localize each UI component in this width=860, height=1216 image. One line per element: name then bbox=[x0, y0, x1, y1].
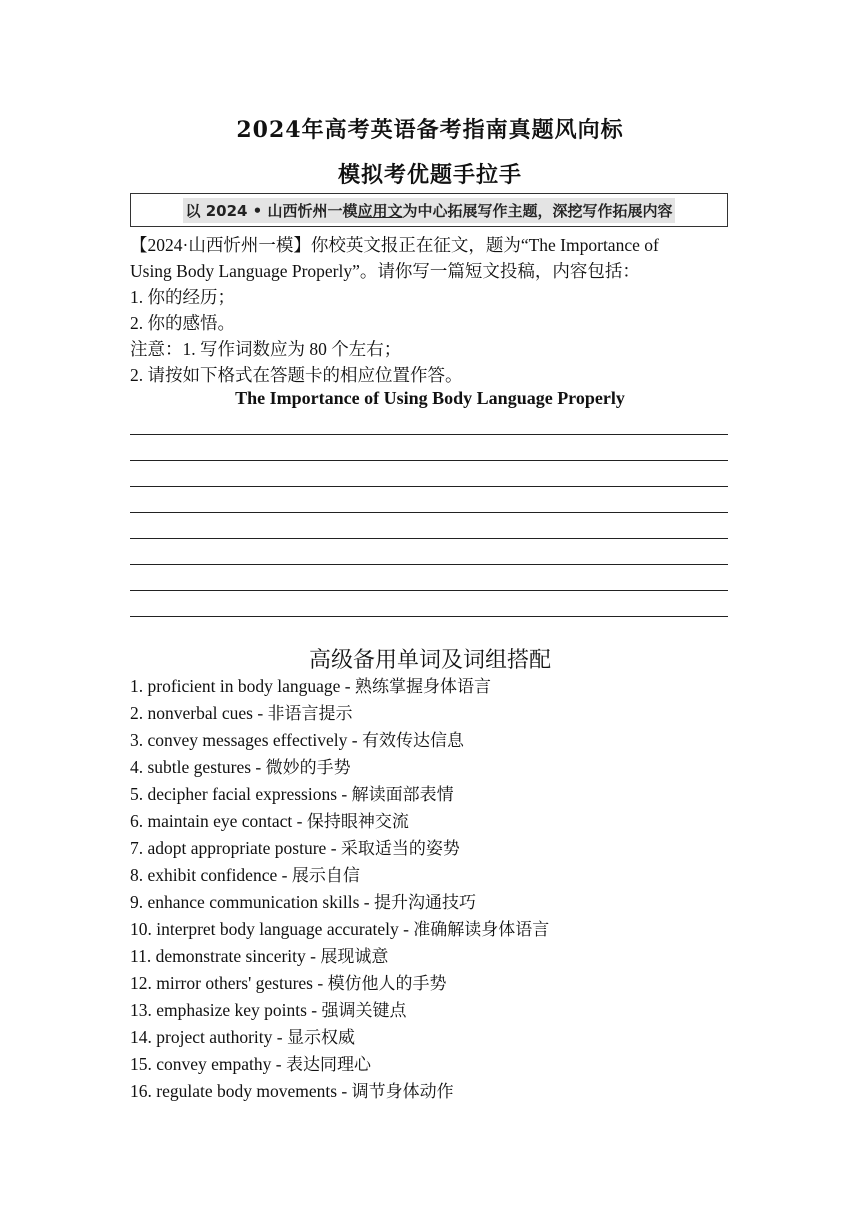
vocab-item bbox=[130, 1078, 770, 1105]
prompt-line: 注意：1. 写作词数应为 80 个左右； bbox=[130, 339, 402, 359]
vocab-zh: 展现诚意 bbox=[320, 947, 389, 967]
prompt-line: Using Body Language Properly”。请你写一篇短文投稿，内容包括： bbox=[130, 261, 640, 281]
prompt-line: 1. 你的经历； bbox=[130, 287, 235, 307]
vocab-zh: 有效传达信息 bbox=[361, 731, 464, 751]
banner-part-2: 应用文 bbox=[357, 201, 403, 220]
vocab-zh: 保持眼神交流 bbox=[306, 812, 409, 832]
vocab-en: 3. convey messages effectively - bbox=[130, 730, 362, 750]
vocab-zh: 解读面部表情 bbox=[351, 785, 454, 805]
answer-line[interactable] bbox=[130, 460, 728, 461]
vocab-item bbox=[130, 889, 770, 916]
answer-line[interactable] bbox=[130, 616, 728, 617]
vocab-en: 8. exhibit confidence - bbox=[130, 865, 292, 885]
answer-line[interactable] bbox=[130, 538, 728, 539]
vocab-en: 15. convey empathy - bbox=[130, 1054, 286, 1074]
prompt-line: 2. 你的感悟。 bbox=[130, 313, 235, 333]
vocab-item bbox=[130, 1051, 770, 1078]
vocab-item bbox=[130, 862, 770, 889]
vocab-item bbox=[130, 997, 770, 1024]
vocab-item bbox=[130, 835, 770, 862]
vocab-zh: 调节身体动作 bbox=[351, 1082, 454, 1102]
vocab-en: 6. maintain eye contact - bbox=[130, 811, 307, 831]
vocab-en: 13. emphasize key points - bbox=[130, 1000, 322, 1020]
vocab-en: 10. interpret body language accurately - bbox=[130, 919, 414, 939]
page-title: 2024年高考英语备考指南真题风向标 bbox=[236, 117, 624, 143]
vocab-item bbox=[130, 970, 770, 997]
vocab-item bbox=[130, 916, 770, 943]
banner-part-3: 为中心拓展写作主题，深挖写作拓展内容 bbox=[402, 201, 673, 220]
page-subtitle: 模拟考优题手拉手 bbox=[337, 162, 522, 188]
vocab-zh: 模仿他人的手势 bbox=[327, 974, 447, 994]
vocab-zh: 采取适当的姿势 bbox=[340, 839, 460, 859]
vocab-zh: 展示自信 bbox=[291, 866, 360, 886]
vocab-en: 7. adopt appropriate posture - bbox=[130, 838, 341, 858]
vocab-zh: 显示权威 bbox=[286, 1028, 355, 1048]
essay-title: The Importance of Using Body Language Properly bbox=[235, 388, 625, 408]
vocab-en: 11. demonstrate sincerity - bbox=[130, 946, 321, 966]
vocab-zh: 表达同理心 bbox=[286, 1055, 371, 1075]
vocab-zh: 准确解读身体语言 bbox=[413, 920, 550, 940]
answer-line[interactable] bbox=[130, 564, 728, 565]
vocab-item bbox=[130, 754, 770, 781]
topic-banner-text bbox=[183, 198, 674, 223]
answer-line[interactable] bbox=[130, 590, 728, 591]
answer-line[interactable] bbox=[130, 434, 728, 435]
vocab-en: 4. subtle gestures - bbox=[130, 757, 266, 777]
vocab-item bbox=[130, 943, 770, 970]
vocab-item bbox=[130, 808, 770, 835]
vocab-heading: 高级备用单词及词组搭配 bbox=[308, 648, 551, 673]
vocab-zh: 提升沟通技巧 bbox=[373, 893, 476, 913]
answer-line[interactable] bbox=[130, 486, 728, 487]
vocab-en: 1. proficient in body language - bbox=[130, 676, 356, 696]
vocab-en: 14. project authority - bbox=[130, 1027, 287, 1047]
topic-banner bbox=[130, 193, 728, 227]
vocab-item bbox=[130, 1024, 770, 1051]
writing-prompt bbox=[130, 232, 730, 388]
vocab-item bbox=[130, 673, 770, 700]
vocab-en: 5. decipher facial expressions - bbox=[130, 784, 352, 804]
banner-part-1: 以 2024 • 山西忻州一模 bbox=[185, 201, 358, 220]
vocab-en: 9. enhance communication skills - bbox=[130, 892, 374, 912]
vocab-en: 16. regulate body movements - bbox=[130, 1081, 352, 1101]
answer-line[interactable] bbox=[130, 512, 728, 513]
vocab-zh: 熟练掌握身体语言 bbox=[355, 677, 492, 697]
vocab-zh: 非语言提示 bbox=[267, 704, 353, 724]
vocab-zh: 强调关键点 bbox=[321, 1001, 407, 1021]
vocab-item bbox=[130, 781, 770, 808]
prompt-line: 2. 请按如下格式在答题卡的相应位置作答。 bbox=[130, 365, 463, 385]
vocab-en: 12. mirror others' gestures - bbox=[130, 973, 328, 993]
prompt-line: 【2024·山西忻州一模】你校英文报正在征文，题为“The Importance of bbox=[130, 235, 659, 255]
vocab-en: 2. nonverbal cues - bbox=[130, 703, 268, 723]
vocab-zh: 微妙的手势 bbox=[265, 758, 351, 778]
vocab-item bbox=[130, 700, 770, 727]
vocab-item bbox=[130, 727, 770, 754]
vocab-list bbox=[130, 673, 770, 1105]
